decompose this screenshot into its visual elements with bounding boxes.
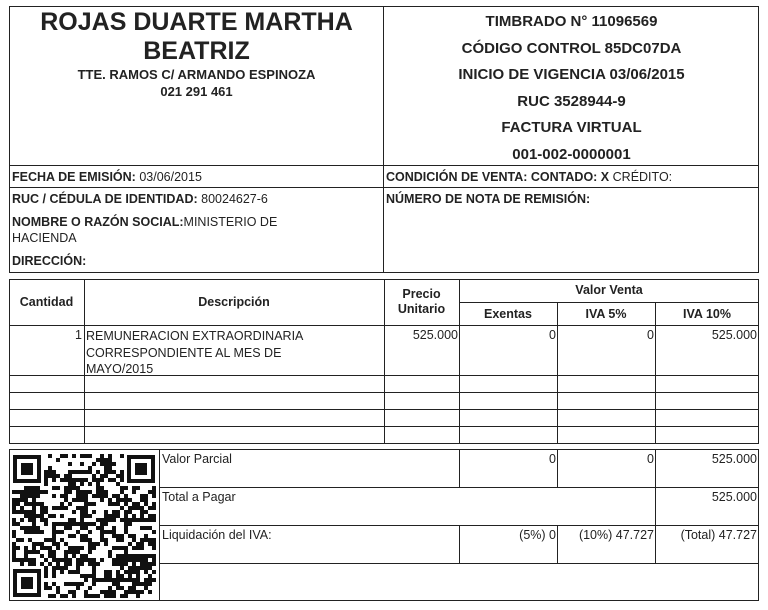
total-pagar-value: 525.000	[711, 490, 757, 504]
stamp-ruc: RUC 3528944-9	[517, 92, 626, 110]
ruc-cedula: RUC / CÉDULA DE IDENTIDAD: 80024627-6	[12, 192, 268, 206]
invoice-number: 001-002-0000001	[512, 145, 631, 163]
issuer-name: ROJAS DUARTE MARTHA BEATRIZ	[40, 8, 353, 65]
col-descripcion: Descripción	[198, 295, 270, 309]
col-iva5: IVA 5%	[585, 307, 627, 321]
stamp-block	[384, 9, 759, 169]
direccion: DIRECCIÓN:	[12, 254, 87, 268]
valor-parcial-label: Valor Parcial	[162, 452, 232, 466]
razon-social: NOMBRE O RAZÓN SOCIAL:MINISTERIO DE HACIENDA	[12, 215, 278, 245]
col-cantidad: Cantidad	[19, 295, 74, 309]
valor-parcial-exentas: 0	[549, 452, 556, 466]
row1-precio: 525.000	[412, 328, 458, 342]
liquidacion-iva-label: Liquidación del IVA:	[162, 528, 272, 542]
qr-code	[11, 453, 157, 599]
liquidacion-iva-10: (10%) 47.727	[578, 528, 654, 542]
codigo-control: CÓDIGO CONTROL 85DC07DA	[461, 39, 682, 57]
row1-exentas: 0	[549, 328, 556, 342]
col-exentas: Exentas	[484, 307, 532, 321]
liquidacion-iva-total: (Total) 47.727	[680, 528, 757, 542]
fecha-emision: FECHA DE EMISIÓN: 03/06/2015	[12, 170, 202, 184]
col-valor-venta: Valor Venta	[575, 283, 643, 297]
liquidacion-iva-5: (5%) 0	[519, 528, 556, 542]
condicion-venta: CONDICIÓN DE VENTA: CONTADO: X CRÉDITO:	[386, 170, 673, 184]
valor-parcial-iva5: 0	[647, 452, 654, 466]
total-pagar-label: Total a Pagar	[162, 490, 236, 504]
col-iva10: IVA 10%	[683, 307, 731, 321]
invoice-type: FACTURA VIRTUAL	[501, 119, 642, 137]
issuer-phone: 021 291 461	[160, 84, 233, 99]
col-precio-unitario: Precio Unitario	[397, 287, 446, 316]
inicio-vigencia: INICIO DE VIGENCIA 03/06/2015	[458, 66, 685, 84]
row1-cantidad: 1	[75, 328, 82, 342]
row1-descripcion: REMUNERACION EXTRAORDINARIA CORRESPONDIENTE AL MES DE MAYO/2015	[86, 329, 304, 376]
valor-parcial-iva10: 525.000	[711, 452, 757, 466]
issuer-address: TTE. RAMOS C/ ARMANDO ESPINOZA	[77, 67, 316, 82]
timbrado: TIMBRADO N° 11096569	[485, 13, 658, 30]
nota-remision: NÚMERO DE NOTA DE REMISIÓN:	[386, 192, 591, 206]
row1-iva5: 0	[647, 328, 654, 342]
row1-iva10: 525.000	[711, 328, 757, 342]
